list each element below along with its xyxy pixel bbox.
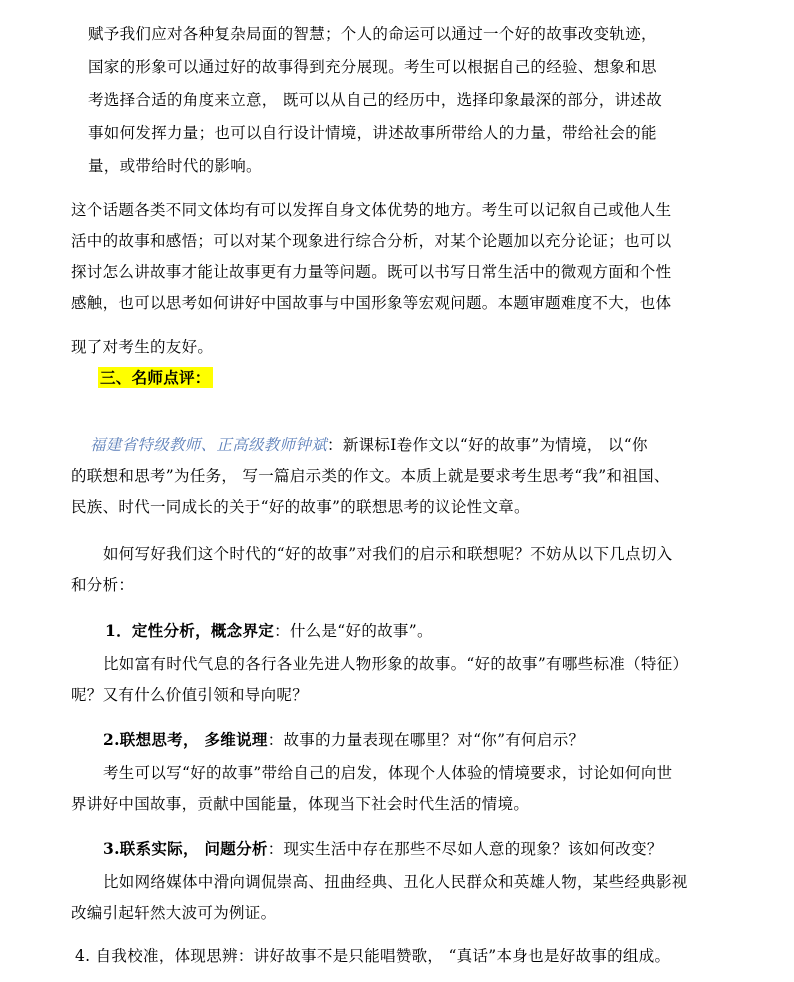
genre-line-5: 现了对考生的友好。 [71,338,214,356]
point-1-line-1: 比如富有时代气息的各行各业先进人物形象的故事。“好的故事”有哪些标准（特征） [103,655,689,673]
section-heading [98,367,213,389]
point-3-title: 3.联系实际， 问题分析 [103,839,268,858]
teacher-name: 福建省特级教师、正高级教师钟斌 [90,436,328,454]
teacher-line-2: 的联想和思考”为任务， 写一篇启示类的作文。本质上就是要求考生思考“我”和祖国、 [71,467,670,485]
intro-line-5: 量，或带给时代的影响。 [88,157,262,175]
point-3-question: ：现实生活中存在那些不尽如人意的现象？该如何改变？ [267,840,663,858]
intro-line-4: 事如何发挥力量；也可以自行设计情境，讲述故事所带给人的力量，带给社会的能 [88,124,657,142]
intro-line-2: 国家的形象可以通过好的故事得到充分展现。考生可以根据自己的经验、想象和思 [88,58,657,76]
teacher-line-1 [90,434,648,456]
heading-highlight: 三、名师点评： [100,368,211,387]
point-1-header [105,620,433,642]
point-2-line-2: 界讲好中国故事，贡献中国能量，体现当下社会时代生活的情境。 [71,795,530,813]
point-3-line-2: 改编引起轩然大波可为例证。 [71,904,277,922]
point-1-title: 1．定性分析，概念界定 [105,621,275,640]
question-line-1: 如何写好我们这个时代的“好的故事”对我们的启示和联想呢？不妨从以下几点切入 [103,545,673,563]
teacher-line-1-rest: ：新课标Ⅰ卷作文以“好的故事”为情境， 以“你 [327,436,648,454]
intro-line-1: 赋予我们应对各种复杂局面的智慧；个人的命运可以通过一个好的故事改变轨迹， [88,25,657,43]
point-1-line-2: 呢？又有什么价值引领和导向呢？ [71,686,309,704]
point-2-line-1: 考生可以写“好的故事”带给自己的启发，体现个人体验的情境要求，讨论如何向世 [103,764,673,782]
point-1-question: ：什么是“好的故事”。 [274,622,433,640]
genre-line-3: 探讨怎么讲故事才能让故事更有力量等问题。既可以书写日常生活中的微观方面和个性 [71,263,672,281]
point-2-title: 2.联想思考， 多维说理 [103,730,268,749]
point-4-line: 4. 自我校准，体现思辨：讲好故事不是只能唱赞歌， “真话”本身也是好故事的组成。 [75,947,671,965]
genre-line-2: 活中的故事和感悟；可以对某个现象进行综合分析，对某个论题加以充分论证；也可以 [71,232,672,250]
genre-line-4: 感触，也可以思考如何讲好中国故事与中国形象等宏观问题。本题审题难度不大，也体 [71,294,672,312]
point-3-header [103,838,663,860]
genre-line-1: 这个话题各类不同文体均有可以发挥自身文体优势的地方。考生可以记叙自己或他人生 [71,201,672,219]
point-2-question: ：故事的力量表现在哪里？对“你”有何启示？ [267,731,585,749]
intro-line-3: 考选择合适的角度来立意， 既可以从自己的经历中，选择印象最深的部分，讲述故 [88,91,663,109]
teacher-line-3: 民族、时代一同成长的关于“好的故事”的联想思考的议论性文章。 [71,498,530,516]
question-line-2: 和分析： [71,576,135,594]
point-2-header [103,729,584,751]
point-3-line-1: 比如网络媒体中滑向调侃崇高、扭曲经典、丑化人民群众和英雄人物，某些经典影视 [103,873,688,891]
